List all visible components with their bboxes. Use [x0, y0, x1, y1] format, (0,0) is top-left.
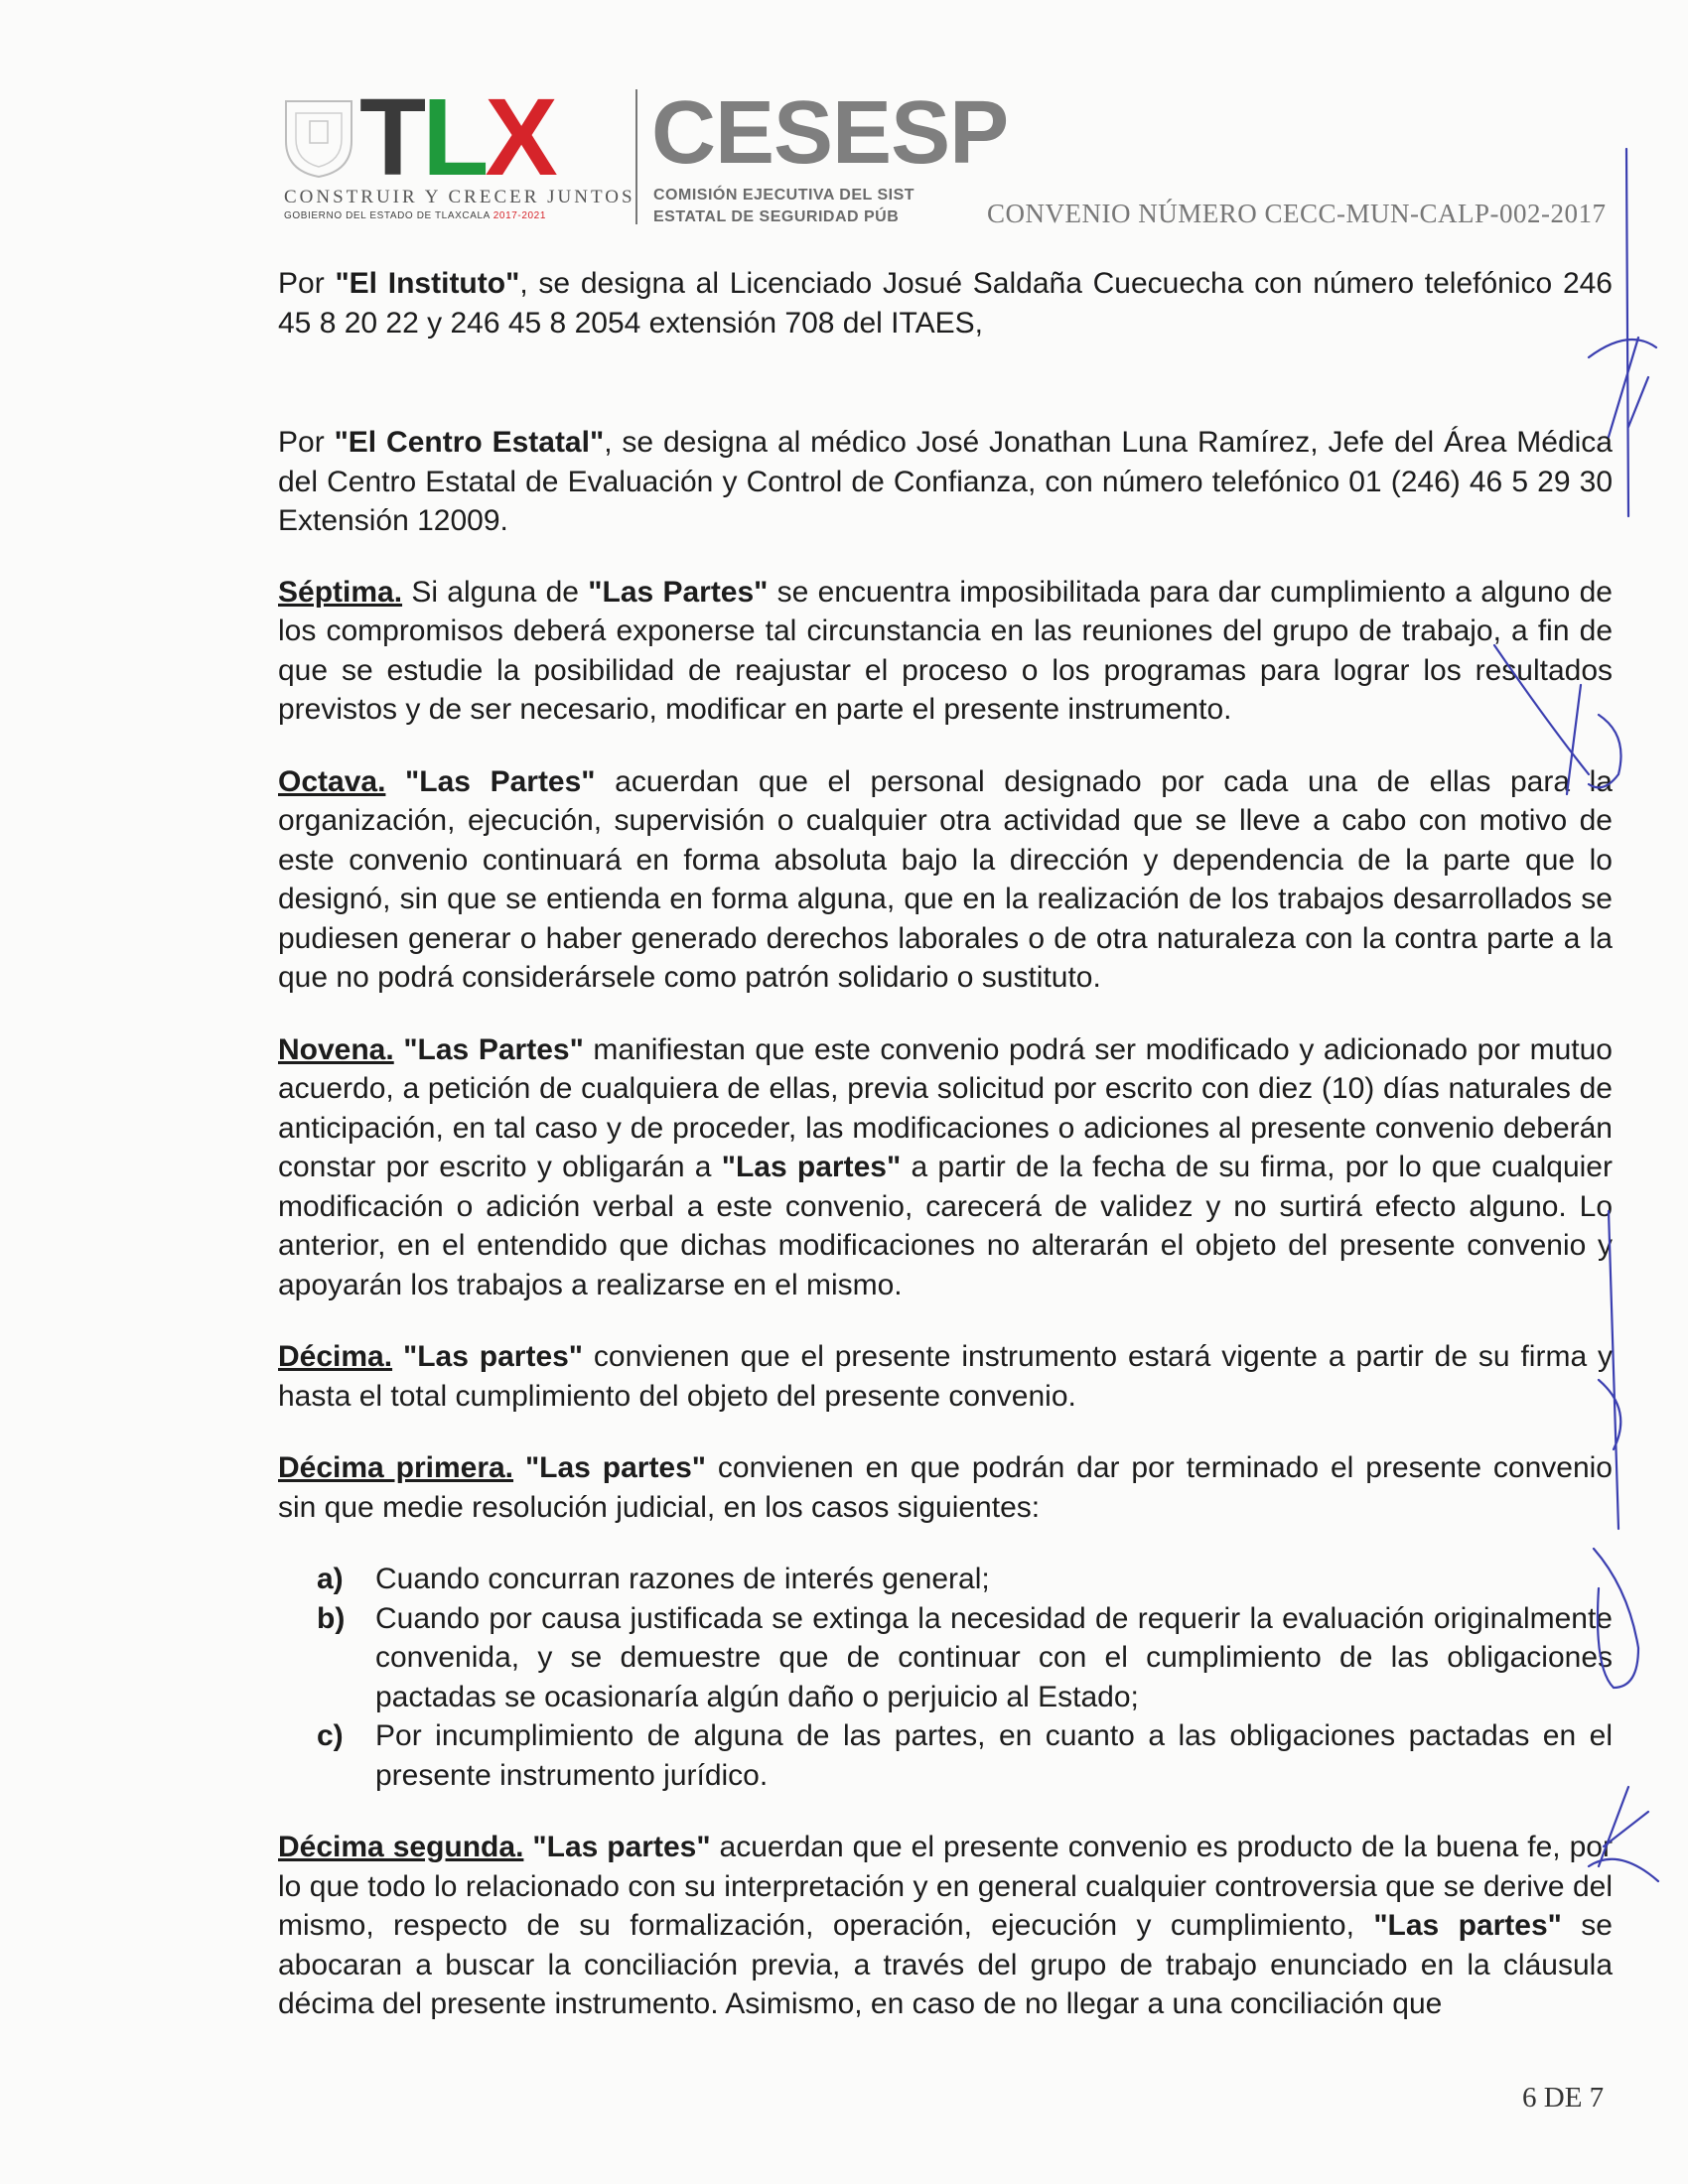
tlx-logo: TLX	[359, 76, 554, 199]
list-item-text: Cuando por causa justificada se extinga la necesidad de requerir la evaluación originalmente convenida, y se demuestre que de continuar con el cumplimiento de las obligaciones pactadas se ocasionaría algún daño o perjuicio al Estado;	[375, 1601, 1613, 1713]
bold-term: "Las partes"	[721, 1151, 902, 1183]
instituto-name: "El Instituto"	[335, 267, 520, 300]
clause-heading: Novena.	[278, 1032, 394, 1066]
list-marker: a)	[317, 1563, 344, 1595]
text: convienen que el presente instrumento estará vigente a partir de su firma y hasta el total cumplimiento del objeto del presente convenio.	[278, 1340, 1614, 1413]
document-body	[278, 264, 1613, 2024]
text: acuerdan que el presente convenio es producto de la buena fe, por lo que todo lo relacionado con su interpretación y en general cualquier controversia que se derive del mismo, respecto de su formalización, operación, ejecución y cumplimiento,	[278, 1831, 1613, 1942]
termination-cases-list	[278, 1560, 1613, 1795]
bold-term: "Las Partes"	[403, 1032, 584, 1066]
text: Por	[278, 426, 335, 459]
text: convienen en que podrán dar por terminado el presente convenio sin que medie resolución judicial, en los casos siguientes:	[278, 1451, 1613, 1524]
text: acuerdan que el personal designado por cada una de ellas para la organización, ejecución, supervisión o cualquier otra actividad que se lleve a cabo con motivo de este convenio continuará en forma absoluta bajo la dirección y dependencia de la parte que lo designó, sin que se entienda en forma alguna, que en la realización de los trabajos desarrollados se pudiesen generar o haber generado derechos laborales o de otra naturaleza con la contra parte a la que no podrá considerársele como patrón solidario o sustituto.	[278, 764, 1613, 994]
text: se encuentra imposibilitada para dar cumplimiento a alguno de los compromisos deberá exponerse tal circunstancia en las reuniones del grupo de trabajo, a fin de que se estudie la posibilidad de reajustar el proceso o los programas para lograr los resultados previstos y de ser necesario, modificar en parte el presente instrumento.	[278, 575, 1613, 726]
text: se abocaran a buscar la conciliación previa, a través del grupo de trabajo enunciado en la cláusula décima del presente instrumento. Asimismo, en caso de no llegar a una conciliación que	[278, 1909, 1613, 2020]
convenio-number: CONVENIO NÚMERO CECC-MUN-CALP-002-2017	[987, 199, 1607, 228]
text: Por	[278, 267, 336, 300]
clause-heading: Décima segunda.	[278, 1831, 524, 1863]
list-marker: b)	[317, 1601, 346, 1635]
list-item-text: Cuando concurran razones de interés general;	[375, 1563, 990, 1595]
clause-novena	[278, 1030, 1613, 1305]
bold-term: "Las Partes"	[588, 575, 769, 609]
document-header	[280, 76, 1620, 232]
tlx-years: 2017-2021	[492, 210, 546, 221]
margin-line-stroke	[1626, 149, 1628, 516]
list-item	[278, 1560, 1613, 1599]
bold-term: "Las partes"	[524, 1451, 707, 1484]
text: , se designa al médico José Jonathan Luna Ramírez, Jefe del Área Médica del Centro Estatal de Evaluación y Control de Confianza, con número telefónico 01 (246) 46 5 29 30 Extensión 12009.	[278, 426, 1613, 537]
tlx-government-text: GOBIERNO DEL ESTADO DE TLAXCALA	[284, 210, 491, 221]
tlx-tagline: CONSTRUIR Y CRECER JUNTOS	[284, 187, 635, 207]
clause-heading: Décima.	[278, 1340, 393, 1373]
header-divider	[635, 89, 637, 224]
centro-name: "El Centro Estatal"	[334, 426, 605, 459]
bold-term: "Las partes"	[532, 1831, 711, 1863]
state-seal-icon	[280, 91, 357, 179]
page-number: 6 DE 7	[1522, 2082, 1605, 2114]
clause-heading: Décima primera.	[278, 1451, 514, 1484]
clause-heading: Octava.	[278, 764, 386, 798]
instituto-designation	[278, 264, 1613, 342]
list-marker: c)	[317, 1719, 344, 1752]
text: a partir de la fecha de su firma, por lo que cualquier modificación o adición verbal a este convenio, carecerá de validez y no surtirá efecto alguno. Lo anterior, en el entendido que dichas modificaciones no alterarán el objeto del presente convenio y apoyarán los trabajos a realizarse en el mismo.	[278, 1151, 1613, 1301]
text: manifiestan que este convenio podrá ser modificado y adicionado por mutuo acuerdo, a petición de cualquiera de ellas, previa solicitud por escrito con diez (10) días naturales de anticipación, en tal caso y de proceder, las modificaciones o adiciones al presente convenio deberán constar por escrito y obligarán a	[278, 1032, 1613, 1183]
clause-decima-segunda	[278, 1828, 1613, 2024]
list-item	[278, 1599, 1613, 1717]
tlx-government-label	[284, 210, 546, 221]
bold-term: "Las partes"	[1373, 1909, 1562, 1942]
list-item-text: Por incumplimiento de alguna de las partes, en cuanto a las obligaciones pactadas en el presente instrumento jurídico.	[375, 1719, 1613, 1792]
centro-designation	[278, 423, 1613, 541]
clause-octava	[278, 762, 1613, 998]
bold-term: "Las partes"	[402, 1340, 584, 1373]
clause-decima-primera	[278, 1448, 1613, 1527]
bold-term: "Las Partes"	[405, 764, 596, 798]
text: Si alguna de	[402, 575, 589, 609]
list-item	[278, 1716, 1613, 1795]
clause-septima	[278, 573, 1613, 730]
cesesp-subtitle-line-2: ESTATAL DE SEGURIDAD PÚB	[653, 208, 900, 225]
text: , se designa al Licenciado Josué Saldaña Cuecuecha con número telefónico 246 45 8 20 22 y 246 45 8 2054 extensión 708 del ITAES,	[278, 267, 1613, 340]
cesesp-logo: CESESP	[651, 83, 1009, 183]
cesesp-subtitle-line-1: COMISIÓN EJECUTIVA DEL SIST	[653, 187, 915, 204]
clause-heading: Séptima.	[278, 575, 403, 609]
clause-decima	[278, 1337, 1613, 1416]
